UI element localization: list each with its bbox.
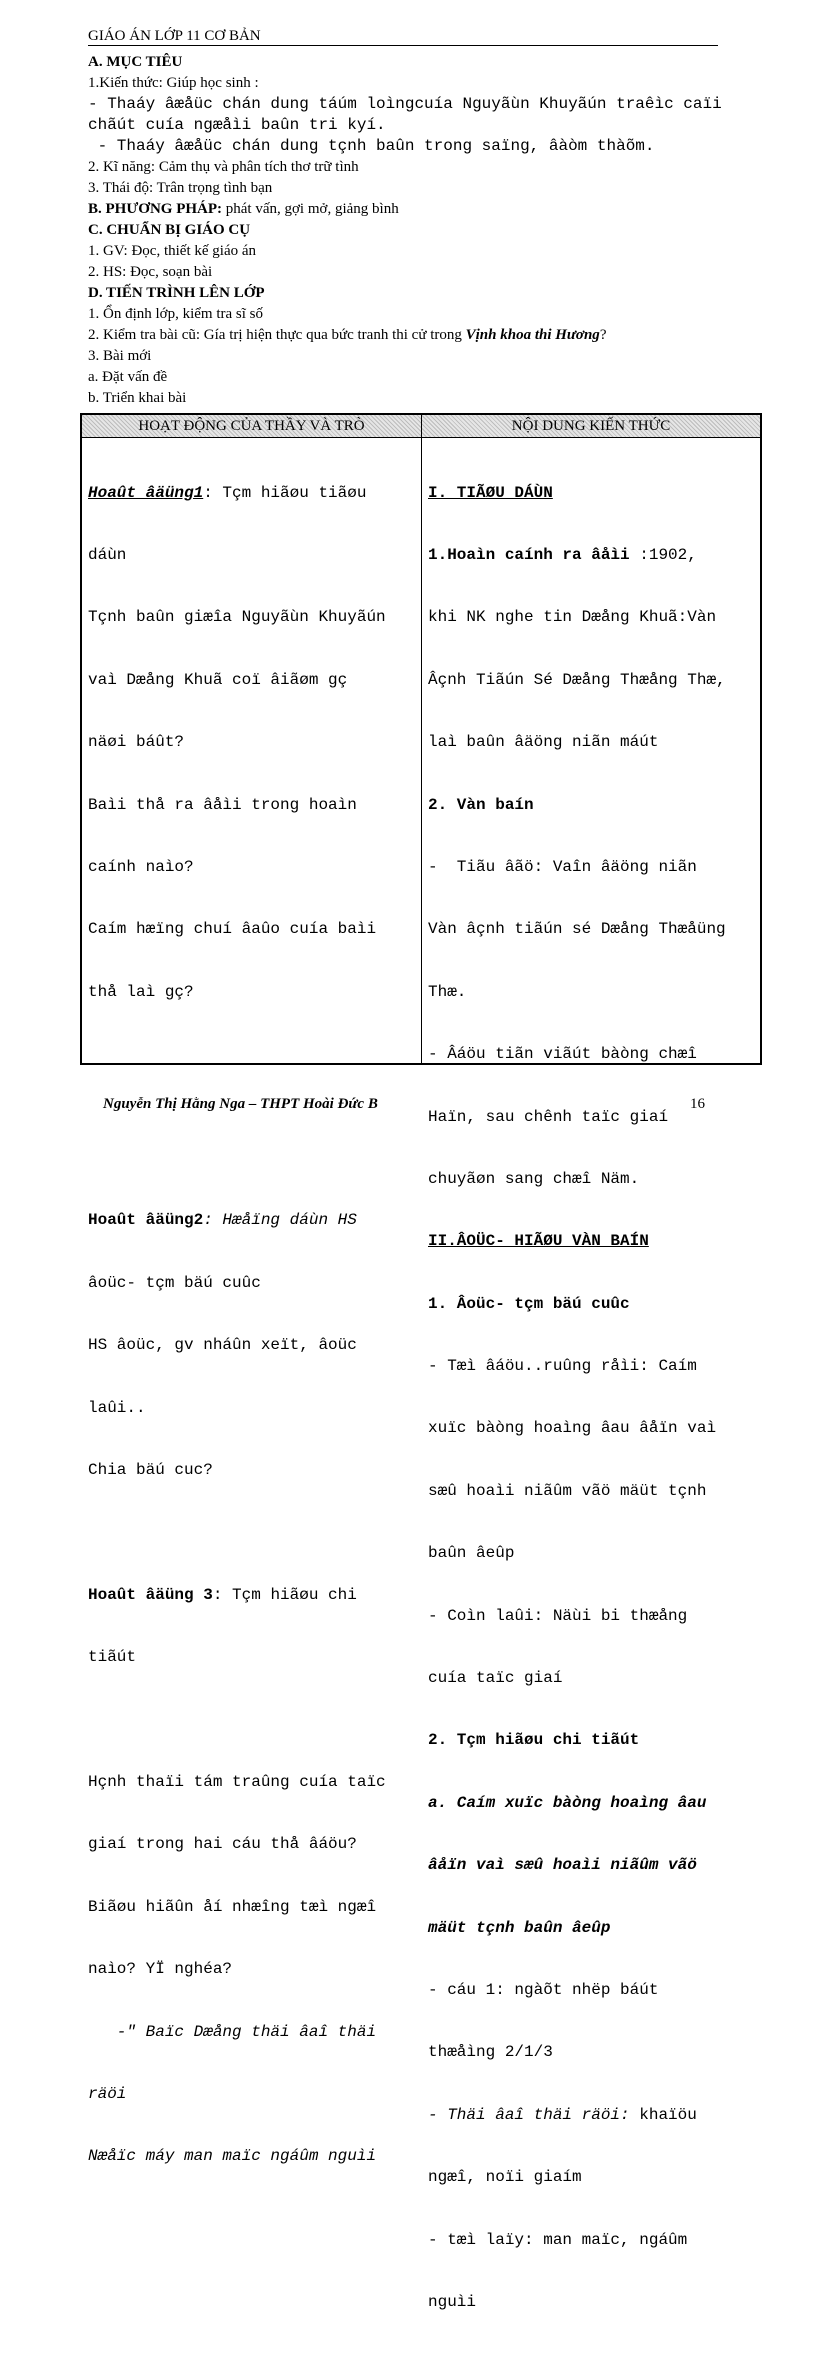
page-header (88, 27, 718, 46)
list-item: räöi (88, 2084, 127, 2103)
list-item: - Tiãu âãö: Vaîn âäöng niãn (428, 857, 697, 876)
section-d-heading: D. TIẾN TRÌNH LÊN LỚP (88, 285, 265, 301)
list-item: Hoaût âäüng 3: Tçm hiãøu chi (88, 1585, 357, 1604)
list-item: vaì Dæång Khuã coï âiãøm gç (88, 670, 348, 689)
list-item: Tçnh baûn giæîa Nguyãùn Khuyãún (88, 608, 386, 627)
list-item: Haïn, sau chênh taïc giaí (428, 1107, 669, 1126)
objective-attitude: 3. Thái độ: Trân trọng tình bạn (88, 180, 273, 196)
list-item: - Tæì âáöu..ruûng råìi: Caím (428, 1357, 697, 1376)
objective-skill: 2. Kĩ năng: Cảm thụ và phân tích thơ trữ tình (88, 159, 359, 175)
list-item: - cáu 1: ngàõt nhëp báút (428, 1980, 659, 1999)
list-item: a. Caím xuïc bàòng hoaìng âau (428, 1793, 707, 1812)
list-item: caính naìo? (88, 857, 194, 876)
step-2: 2. Kiểm tra bài cũ: Gía trị hiện thực qua bức tranh thi cử trong Vịnh khoa thi Hương? (88, 327, 607, 343)
objective-line: chãút cuía ngæåìi baûn tri kyí. (88, 116, 386, 134)
list-item: I. TIÃØU DÁÙN (428, 483, 553, 502)
intro-section (88, 52, 808, 409)
prep-teacher: 1. GV: Đọc, thiết kế giáo án (88, 243, 257, 259)
list-item: âåïn vaì sæû hoaìi niãûm vãö (428, 1856, 697, 1875)
list-item: cuía taïc giaí (428, 1669, 563, 1688)
list-item: tiãút (88, 1648, 137, 1667)
list-item: -" Baïc Dæång thäi âaî thäi (88, 2022, 377, 2041)
list-item: 2. Vàn baín (428, 795, 534, 814)
list-item: Hoaût âäüng1: Tçm hiãøu tiãøu (88, 483, 367, 502)
column-header-content: NỘI DUNG KIẾN THỨC (511, 418, 671, 434)
list-item: Baìi thå ra âåìi trong hoaìn (88, 795, 357, 814)
list-item: Biãøu hiãûn åí nhæîng tæì ngæî (88, 1897, 377, 1916)
list-item: dáùn (88, 545, 127, 564)
list-item: âoüc- tçm bäú cuûc (88, 1273, 261, 1292)
list-item: laûi.. (88, 1398, 146, 1417)
step-3: 3. Bài mới (88, 348, 152, 364)
list-item: 2. Tçm hiãøu chi tiãút (428, 1731, 640, 1750)
list-item: - Coìn laûi: Näùi bi thæång (428, 1606, 688, 1625)
list-item: II.ÂOÜC- HIÃØU VÀN BAÍN (428, 1232, 649, 1251)
section-c-heading: C. CHUẨN BỊ GIÁO CỤ (88, 222, 251, 238)
step-1: 1. Ổn định lớp, kiểm tra sĩ số (88, 306, 264, 322)
content-column (428, 441, 758, 2354)
list-item: Næåïc máy man maïc ngáûm nguìi (88, 2147, 377, 2166)
list-item: Hoaût âäüng2: Hæåïng dáùn HS (88, 1211, 357, 1230)
list-item: thå laì gç? (88, 982, 194, 1001)
column-divider (421, 415, 422, 1063)
list-item: 1. Âoüc- tçm bäú cuûc (428, 1294, 630, 1313)
list-item: chuyãøn sang chæî Näm. (428, 1169, 640, 1188)
objective-knowledge: 1.Kiến thức: Giúp học sinh : (88, 75, 259, 91)
step-3a: a. Đặt vấn đề (88, 369, 168, 385)
footer-author: Nguyễn Thị Hằng Nga – THPT Hoài Đức B (103, 1096, 378, 1112)
list-item: laì baûn âäöng niãn máút (428, 733, 659, 752)
list-item: HS âoüc, gv nháûn xeït, âoüc (88, 1336, 357, 1355)
list-item: khi NK nghe tin Dæång Khuã:Vàn (428, 608, 717, 627)
header-title: GIÁO ÁN LỚP 11 CƠ BẢN (88, 28, 261, 44)
list-item: nguìi (428, 2292, 477, 2311)
list-item: näøi báût? (88, 733, 185, 752)
section-a-heading: A. MỤC TIÊU (88, 54, 183, 70)
column-header-activities: HOẠT ĐỘNG CỦA THẦY VÀ TRÒ (138, 418, 365, 434)
list-item: Âçnh Tiãún Sé Dæång Thæång Thæ, (428, 670, 726, 689)
list-item: Chia bäú cuc? (88, 1461, 213, 1480)
section-b-heading: B. PHƯƠNG PHÁP: phát vấn, gợi mở, giảng bình (88, 201, 399, 217)
list-item: - Thäi âaî thäi räöi: khaïöu (428, 2105, 697, 2124)
list-item: - tæì laïy: man maïc, ngáûm (428, 2230, 688, 2249)
list-item: ngæî, noïi giaím (428, 2168, 582, 2187)
list-item: Thæ. (428, 982, 467, 1001)
objective-line: - Thaáy âæåüc chán dung táúm loìngcuía Nguyãùn Khuyãún traêìc caïi (88, 95, 722, 113)
list-item: sæû hoaìi niãûm vãö mäüt tçnh (428, 1481, 707, 1500)
list-item: Vàn âçnh tiãún sé Dæång Thæåüng (428, 920, 726, 939)
list-item: thæåìng 2/1/3 (428, 2043, 553, 2062)
objective-line: - Thaáy âæåüc chán dung tçnh baûn trong saïng, âàòm thàõm. (88, 137, 655, 155)
page-number: 16 (690, 1096, 705, 1112)
list-item: xuïc bàòng hoaìng âau âåïn vaì (428, 1419, 717, 1438)
step-3b: b. Triển khai bài (88, 390, 187, 406)
list-item: 1.Hoaìn caính ra âåìi :1902, (428, 545, 697, 564)
list-item: baûn âeûp (428, 1544, 515, 1563)
activities-column (88, 441, 418, 2209)
list-item: Hçnh thaïi tám traûng cuía taïc (88, 1773, 386, 1791)
list-item: giaí trong hai cáu thå âáöu? (88, 1835, 357, 1854)
list-item: - Âáöu tiãn viãút bàòng chæî (428, 1045, 697, 1064)
list-item: mäüt tçnh baûn âeûp (428, 1918, 611, 1937)
prep-student: 2. HS: Đọc, soạn bài (88, 264, 213, 280)
list-item: Caím hæïng chuí âaûo cuía baìi (88, 920, 377, 939)
list-item: naìo? YÏ nghéa? (88, 1960, 233, 1979)
